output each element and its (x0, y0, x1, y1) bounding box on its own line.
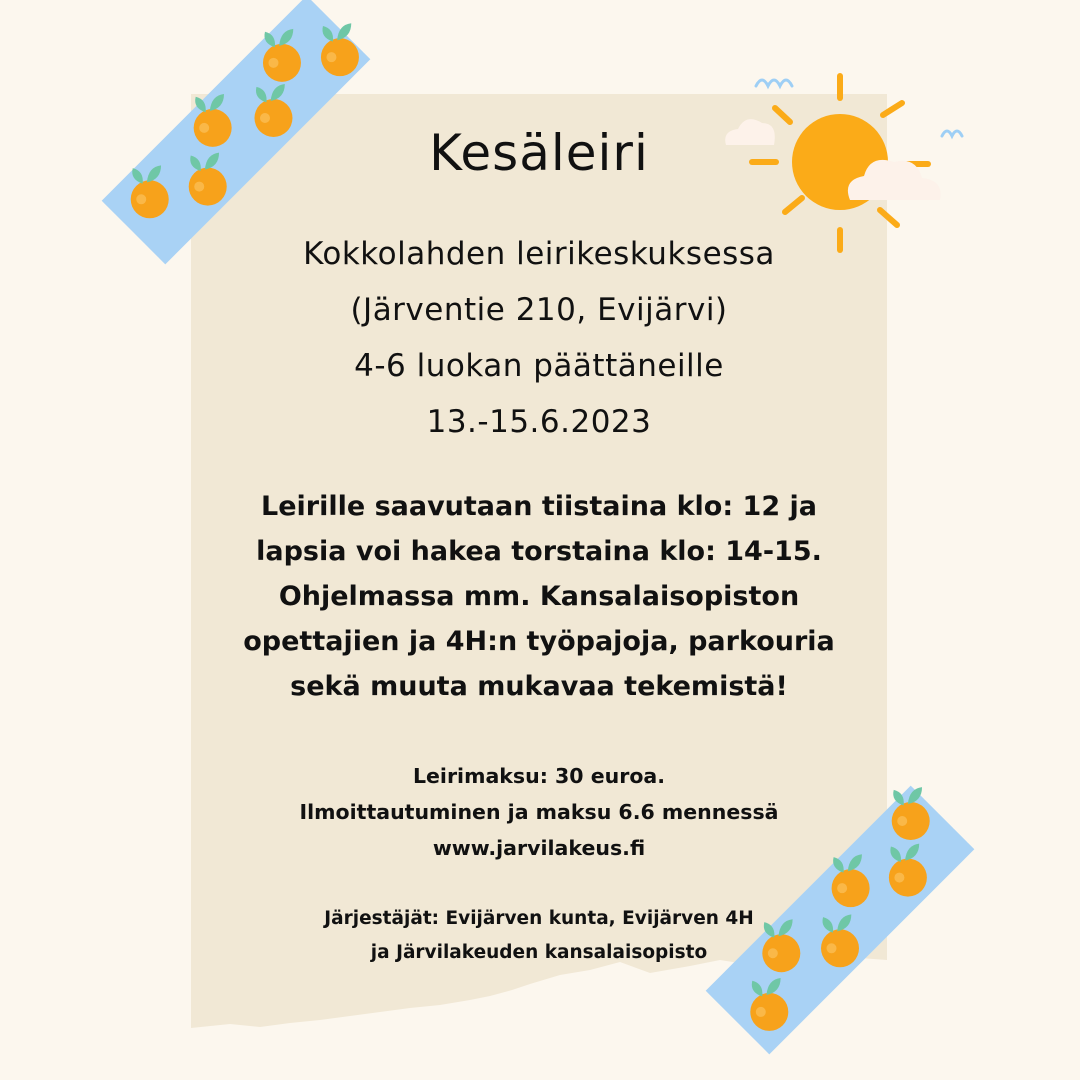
camp-dates: 13.-15.6.2023 (426, 404, 652, 440)
website-link[interactable]: www.jarvilakeus.fi (432, 836, 646, 860)
camp-details (191, 226, 887, 450)
camp-location: Kokkolahden leirikeskuksessa (303, 236, 775, 272)
organizers-line: Järjestäjät: Evijärven kunta, Evijärven 4H (324, 908, 754, 929)
camp-address: (Järventie 210, Evijärvi) (350, 292, 728, 328)
camp-description (191, 484, 887, 709)
description-line: lapsia voi hakea torstaina klo: 14-15. (256, 536, 822, 567)
poster-title: Kesäleiri (429, 124, 649, 182)
organizers-line: ja Järvilakeuden kansalaisopisto (370, 942, 708, 963)
camp-audience: 4-6 luokan päättäneille (354, 348, 724, 384)
description-line: opettajien ja 4H:n työpajoja, parkouria (243, 626, 835, 657)
fee-info (191, 758, 887, 866)
description-line: Leirille saavutaan tiistaina klo: 12 ja (261, 491, 817, 522)
description-line: Ohjelmassa mm. Kansalaisopiston (278, 581, 800, 612)
registration-deadline: Ilmoittautuminen ja maksu 6.6 mennessä (299, 800, 779, 824)
organizers (191, 902, 887, 970)
description-line: sekä muuta mukavaa tekemistä! (290, 671, 788, 702)
camp-fee: Leirimaksu: 30 euroa. (412, 764, 666, 788)
